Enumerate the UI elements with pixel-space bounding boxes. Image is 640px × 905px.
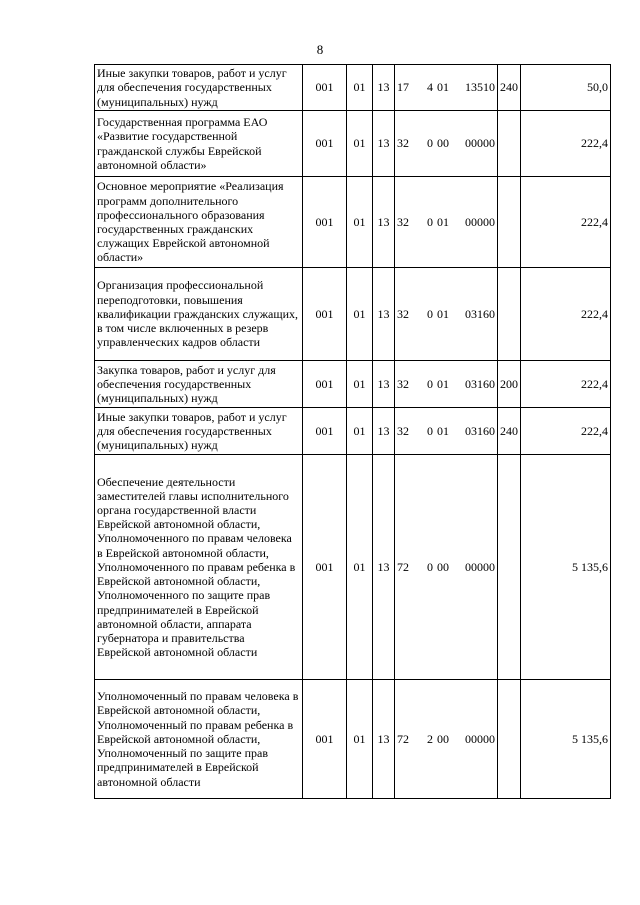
csr-program: 17: [397, 80, 409, 95]
grbs-code: 001: [303, 361, 347, 408]
csr-subprogram: 2: [427, 731, 433, 746]
csr-program: 72: [397, 559, 409, 574]
grbs-code: 001: [303, 408, 347, 455]
csr-subprogram: 4: [427, 80, 433, 95]
grbs-code: 001: [303, 268, 347, 361]
subsection-code: 13: [373, 408, 395, 455]
csr-program: 32: [397, 306, 409, 321]
csr-direction: 13510: [465, 80, 495, 95]
csr-program: 32: [397, 423, 409, 438]
csr-direction: 00000: [465, 214, 495, 229]
csr-direction: 03160: [465, 423, 495, 438]
expense-name: Организация профессиональной переподготовки, повышения квалификации гражданских служащих, в том числе включенных в резерв управленческих кадров области: [95, 268, 303, 361]
csr-event: 01: [437, 214, 449, 229]
expense-type-code: [498, 111, 521, 177]
grbs-code: 001: [303, 455, 347, 680]
table-row: [95, 177, 611, 268]
amount: 222,4: [521, 408, 611, 455]
subsection-code: 13: [373, 177, 395, 268]
csr-event: 01: [437, 80, 449, 95]
amount: 5 135,6: [521, 680, 611, 799]
table-row: [95, 65, 611, 111]
amount: 222,4: [521, 268, 611, 361]
section-code: 01: [347, 177, 373, 268]
expense-name: Основное мероприятие «Реализация программ дополнительного профессионального образования государственных гражданских служащих Еврейской автономной области»: [95, 177, 303, 268]
csr-subprogram: 0: [427, 214, 433, 229]
csr-program: 32: [397, 214, 409, 229]
csr-direction: 00000: [465, 136, 495, 151]
budget-table: [94, 64, 611, 799]
section-code: 01: [347, 361, 373, 408]
table-row: [95, 111, 611, 177]
amount: 50,0: [521, 65, 611, 111]
csr-subprogram: 0: [427, 376, 433, 391]
table-row: [95, 361, 611, 408]
expense-type-code: 200: [498, 361, 521, 408]
expense-name: Государственная программа ЕАО «Развитие государственной гражданской службы Еврейской автономной области»: [95, 111, 303, 177]
csr-program: 72: [397, 731, 409, 746]
page-number: 8: [316, 42, 324, 57]
table-row: [95, 680, 611, 799]
csr-subprogram: 0: [427, 136, 433, 151]
grbs-code: 001: [303, 111, 347, 177]
subsection-code: 13: [373, 268, 395, 361]
grbs-code: 001: [303, 177, 347, 268]
target-article-code: [395, 65, 498, 111]
csr-direction: 03160: [465, 306, 495, 321]
csr-direction: 03160: [465, 376, 495, 391]
csr-event: 01: [437, 423, 449, 438]
amount: 222,4: [521, 111, 611, 177]
section-code: 01: [347, 408, 373, 455]
table-row: [95, 455, 611, 680]
csr-program: 32: [397, 136, 409, 151]
expense-type-code: [498, 455, 521, 680]
target-article-code: [395, 111, 498, 177]
amount: 222,4: [521, 177, 611, 268]
amount: 5 135,6: [521, 455, 611, 680]
subsection-code: 13: [373, 65, 395, 111]
section-code: 01: [347, 111, 373, 177]
csr-event: 00: [437, 136, 449, 151]
expense-name: Уполномоченный по правам человека в Еврейской автономной области, Уполномоченный по правам ребенка в Еврейской автономной области, Уполномоченный по защите прав предпринимателей в Еврейской автономной области: [95, 680, 303, 799]
expense-type-code: [498, 680, 521, 799]
expense-type-code: [498, 177, 521, 268]
grbs-code: 001: [303, 680, 347, 799]
csr-event: 01: [437, 376, 449, 391]
table-row: [95, 408, 611, 455]
csr-subprogram: 0: [427, 423, 433, 438]
csr-direction: 00000: [465, 559, 495, 574]
expense-type-code: 240: [498, 408, 521, 455]
csr-event: 01: [437, 306, 449, 321]
table-row: [95, 268, 611, 361]
target-article-code: [395, 177, 498, 268]
section-code: 01: [347, 65, 373, 111]
expense-name: Закупка товаров, работ и услуг для обеспечения государственных (муниципальных) нужд: [95, 361, 303, 408]
target-article-code: [395, 268, 498, 361]
expense-name: Иные закупки товаров, работ и услуг для обеспечения государственных (муниципальных) нужд: [95, 65, 303, 111]
expense-name: Иные закупки товаров, работ и услуг для обеспечения государственных (муниципальных) нужд: [95, 408, 303, 455]
amount: 222,4: [521, 361, 611, 408]
csr-event: 00: [437, 559, 449, 574]
target-article-code: [395, 361, 498, 408]
expense-type-code: 240: [498, 65, 521, 111]
csr-subprogram: 0: [427, 559, 433, 574]
csr-subprogram: 0: [427, 306, 433, 321]
csr-direction: 00000: [465, 731, 495, 746]
subsection-code: 13: [373, 111, 395, 177]
subsection-code: 13: [373, 455, 395, 680]
grbs-code: 001: [303, 65, 347, 111]
subsection-code: 13: [373, 680, 395, 799]
expense-type-code: [498, 268, 521, 361]
section-code: 01: [347, 268, 373, 361]
csr-event: 00: [437, 731, 449, 746]
target-article-code: [395, 455, 498, 680]
csr-program: 32: [397, 376, 409, 391]
expense-name: Обеспечение деятельности заместителей главы исполнительного органа государственной власти Еврейской автономной области, Уполномоченного по правам человека в Еврейской автономной области, Уполномоченного по правам ребенка в Еврейской автономной области, Уполномоченного по защите прав предпринимателей в Еврейской автономной области, аппарата губернатора и правительства Еврейской автономной области: [95, 455, 303, 680]
target-article-code: [395, 408, 498, 455]
subsection-code: 13: [373, 361, 395, 408]
section-code: 01: [347, 680, 373, 799]
table-body: [95, 65, 611, 799]
target-article-code: [395, 680, 498, 799]
section-code: 01: [347, 455, 373, 680]
